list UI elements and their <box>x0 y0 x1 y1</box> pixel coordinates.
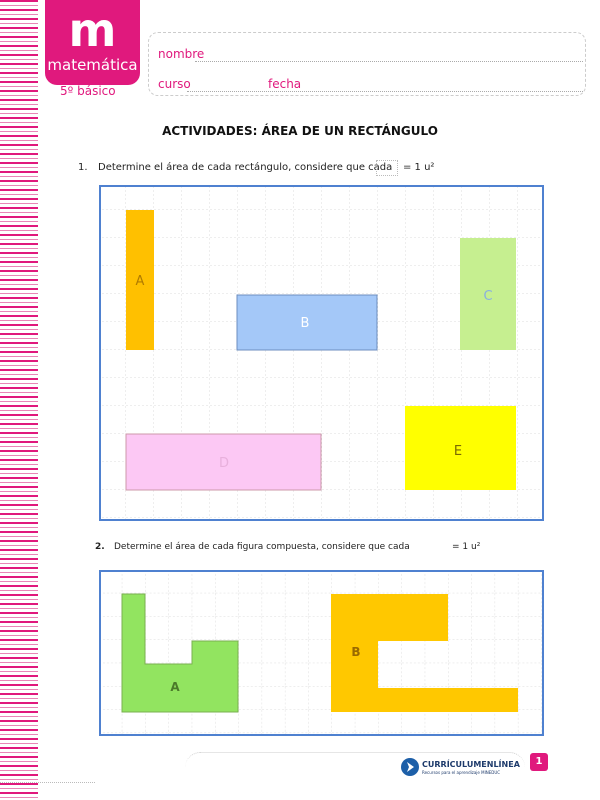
course-label: curso <box>158 77 191 91</box>
footer-brand: CURRÍCULUMENLÍNEA <box>422 760 520 769</box>
footer-divider <box>0 782 95 783</box>
label-a: A <box>135 274 145 289</box>
course-date-field[interactable] <box>187 91 583 92</box>
q2-grid <box>99 570 544 736</box>
page-title: ACTIVIDADES: ÁREA DE UN RECTÁNGULO <box>162 124 438 138</box>
q1-number: 1. <box>78 162 88 173</box>
q2-number: 2. <box>95 542 105 552</box>
label-b: B <box>300 316 310 331</box>
subject-logo <box>45 0 140 85</box>
label-e: E <box>453 444 463 459</box>
curriculum-logo-icon <box>401 758 419 776</box>
logo-letter: m <box>68 3 117 57</box>
subject-label: matemática <box>47 56 138 74</box>
student-info-box <box>148 32 586 96</box>
notebook-binding <box>0 0 38 800</box>
q1-grid <box>99 185 544 521</box>
label-b: B <box>351 645 361 659</box>
unit-square-icon <box>376 160 398 176</box>
label-d: D <box>218 456 230 471</box>
grade-label: 5º básico <box>60 84 116 98</box>
name-field[interactable] <box>195 61 583 62</box>
name-label: nombre <box>158 47 205 61</box>
q1-unit: = 1 u² <box>403 162 435 173</box>
page-number: 1 <box>530 753 548 771</box>
date-label: fecha <box>268 77 302 91</box>
footer-tagline: Recursos para el aprendizaje MINEDUC <box>422 770 501 775</box>
q2-text: Determine el área de cada figura compuesta, considere que cada <box>114 542 410 552</box>
q1-text: Determine el área de cada rectángulo, considere que cada <box>98 162 393 173</box>
q2-unit: = 1 u² <box>452 542 481 552</box>
label-a: A <box>170 680 180 694</box>
label-c: C <box>483 289 493 304</box>
